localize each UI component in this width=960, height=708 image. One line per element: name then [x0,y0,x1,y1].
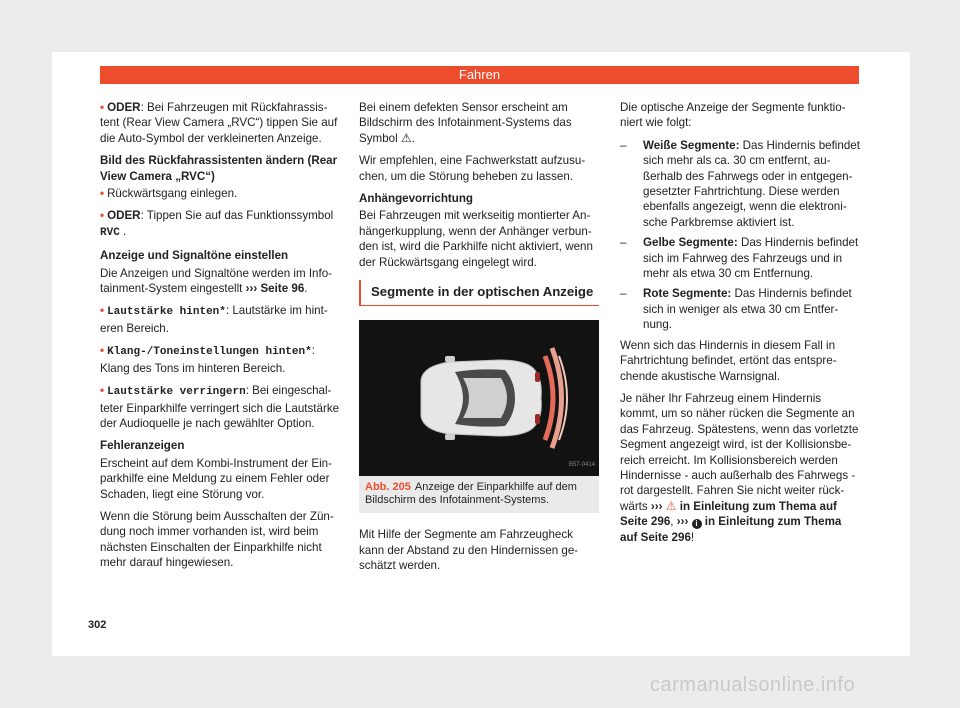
bullet-icon: • [100,101,105,114]
paragraph: Wenn die Störung beim Ausschalten der Zündung noch immer vorhanden ist, wird beim nächsten Einschalten der Einparkhilfe nicht mehr darauf hingewiesen. [100,509,334,570]
paragraph: Erscheint auf dem Kombi-Instrument der Einparkhilfe eine Meldung zu einem Fehler oder Schaden, liegt eine Störung vor. [100,456,332,501]
column-2 [359,100,599,581]
watermark: carmanualsonline.info [650,674,856,696]
paragraph: Bei einem defekten Sensor erscheint am Bildschirm des Infotainment-Systems das Symbol ⚠. [359,101,572,145]
bullet-item: • Rückwärtsgang einlegen. [100,187,238,201]
column-3 [620,100,860,552]
bullet-icon: • [100,187,105,201]
list-item: – Weiße Segmente: Das Hindernis befindet sich mehr als ca. 30 cm entfernt, außerhalb des Fahrwegs oder in entgegengesetzter Fahrtrichtung. Diese werden ebenfalls angezeigt, wenn die elektronische Parkbremse aktiviert ist. [620,138,860,229]
page-link[interactable]: ››› i in Einleitung zum Thema auf Seite 296 [620,515,842,544]
paragraph: Mit Hilfe der Segmente am Fahrzeugheck kann der Abstand zu den Hindernissen geschätzt werden. [359,528,579,573]
parking-aid-figure [359,320,599,476]
bullet-item: • Lautstärke verringern: Bei eingeschalteter Einparkhilfe verringert sich die Lautstärke der Audioquelle je nach gewählter Option. [100,384,340,430]
paragraph: Wenn sich das Hindernis in diesem Fall in Fahrtrichtung befindet, ertönt das entsprechende akustische Warnsignal. [620,338,837,383]
column-1 [100,100,340,578]
info-icon: i [692,519,702,529]
subheading: Bild des Rückfahrassistenten ändern (Rear View Camera „RVC“) [100,154,338,183]
bullet-item: • Lautstärke hinten*: Lautstärke im hinteren Bereich. [100,304,328,335]
paragraph: Wir empfehlen, eine Fachwerkstatt aufzusuchen, um die Störung beheben zu lassen. [359,154,586,183]
bullet-icon: • [100,209,105,223]
chapter-header [100,66,859,84]
paragraph: Bei Fahrzeugen mit werkseitig montierter Anhängerkupplung, wenn der Anhänger verbunden ist, wird die Parkhilfe nicht aktiviert, wenn der Rückwärtsgang eingelegt wird. [359,209,593,269]
subheading: Anzeige und Signaltöne einstellen [100,249,289,263]
page-link[interactable]: ››› ⚠ in Einleitung zum Thema auf Seite 296 [620,498,837,529]
bullet-item: • ODER: Tippen Sie auf das Funktionssymbol RVC . [100,209,334,239]
section-title: Segmente in der optischen Anzeige [359,280,599,306]
chapter-title: Fahren [458,67,501,82]
subheading: Anhängevorrichtung [359,192,474,206]
page-number: 302 [88,619,107,631]
figure-code: B57-0414 [568,462,595,469]
bullet-item: • Klang-/Toneinstellungen hinten*: Klang des Tons im hinteren Bereich. [100,344,315,375]
bullet-icon: • [100,384,105,398]
subheading: Fehleranzeigen [100,439,185,453]
car-top-view-illustration [359,320,599,476]
list-item: – Gelbe Segmente: Das Hindernis befindet sich im Fahrweg des Fahrzeugs und in mehr als etwa 30 cm Entfernung. [620,236,859,281]
bullet-icon: • [100,344,105,358]
paragraph: Die optische Anzeige der Segmente funktioniert wie folgt: [620,101,846,130]
warning-triangle-icon: ⚠ [400,130,412,145]
figure-caption: Abb. 205 Anzeige der Einparkhilfe auf dem Bildschirm des Infotainment-Systems. [359,476,599,513]
bullet-icon: • [100,304,105,318]
warning-triangle-icon: ⚠ [665,498,677,513]
list-item: – Rote Segmente: Das Hindernis befindet sich in weniger als etwa 30 cm Entfernung. [620,287,852,332]
paragraph: Die Anzeigen und Signaltöne werden im Infotainment-System eingestellt ››› Seite 96. [100,266,333,296]
paragraph: • ODER: Bei Fahrzeugen mit Rückfahrassistent (Rear View Camera „RVC“) tippen Sie auf die Auto-Symbol der verkleinerten Anzeige. [100,101,338,145]
page-link[interactable]: ››› Seite 96 [245,282,305,296]
paragraph: Je näher Ihr Fahrzeug einem Hindernis kommt, um so näher rücken die Segmente an das Fahrzeug. Spätestens, wenn das vorletzte Segment angezeigt wird, ist der Kollisionsbereich erreicht. Im Kollisionsbereich werden Hindernisse - auch außerhalb des Fahrwegs - rot dargestellt. Fahren Sie nicht weiter rückwärts ››› ⚠ in Einleitung zum Thema auf Seite 296, ››› i in Einleitung zum Thema auf Seite 296! [620,391,859,544]
